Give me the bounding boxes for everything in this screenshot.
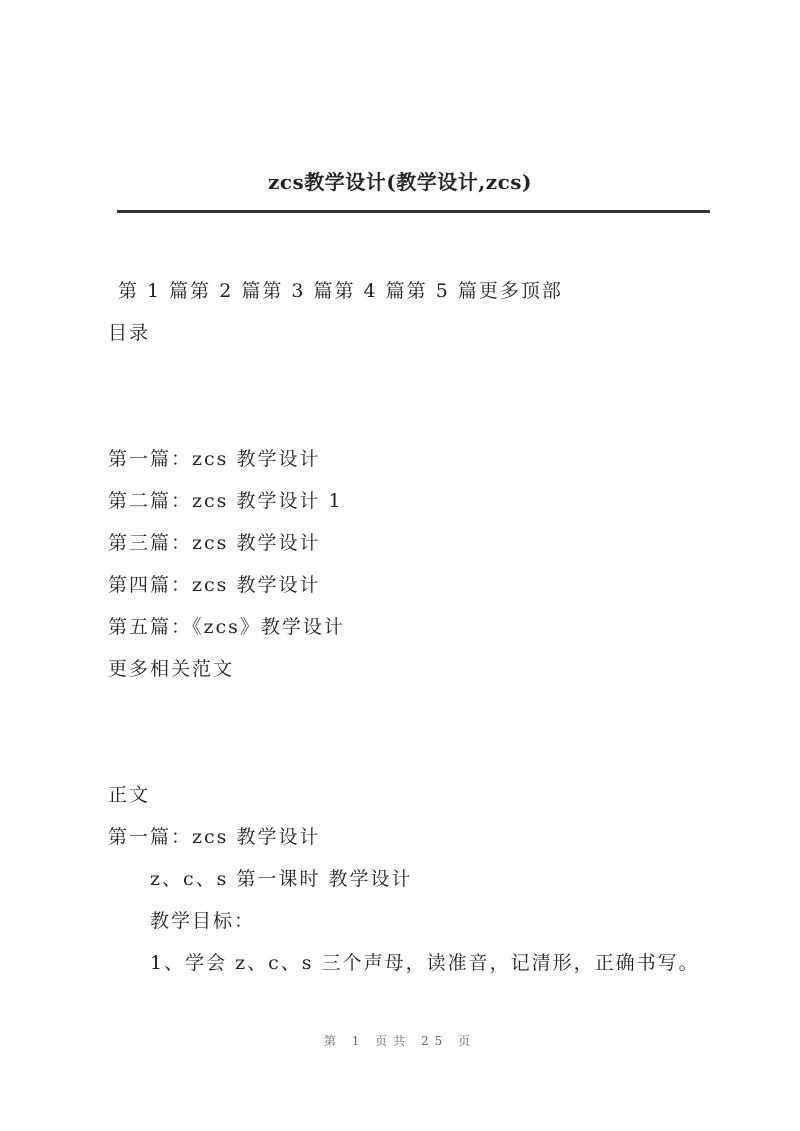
- paragraph-1: z、c、s 第一课时 教学设计: [150, 868, 413, 890]
- page-footer: 第 1 页共 25 页: [323, 1034, 477, 1048]
- section-nav-links[interactable]: 第 1 篇第 2 篇第 3 篇第 4 篇第 5 篇更多顶部: [118, 280, 563, 302]
- title-divider: [117, 210, 710, 213]
- section-title: 第一篇：zcs 教学设计: [108, 826, 321, 848]
- toc-item-5[interactable]: 第五篇：《zcs》教学设计: [108, 616, 345, 638]
- paragraph-3: 1、学会 z、c、s 三个声母，读准音，记清形，正确书写。: [150, 952, 700, 974]
- toc-item-4[interactable]: 第四篇：zcs 教学设计: [108, 574, 321, 596]
- document-title: zcs教学设计(教学设计,zcs): [268, 170, 532, 194]
- body-heading: 正文: [108, 784, 151, 806]
- toc-item-1[interactable]: 第一篇：zcs 教学设计: [108, 448, 321, 470]
- paragraph-2: 教学目标：: [150, 910, 256, 932]
- toc-heading: 目录: [108, 322, 151, 344]
- toc-item-more[interactable]: 更多相关范文: [108, 658, 235, 680]
- toc-item-2[interactable]: 第二篇：zcs 教学设计 1: [108, 490, 343, 512]
- toc-item-3[interactable]: 第三篇：zcs 教学设计: [108, 532, 321, 554]
